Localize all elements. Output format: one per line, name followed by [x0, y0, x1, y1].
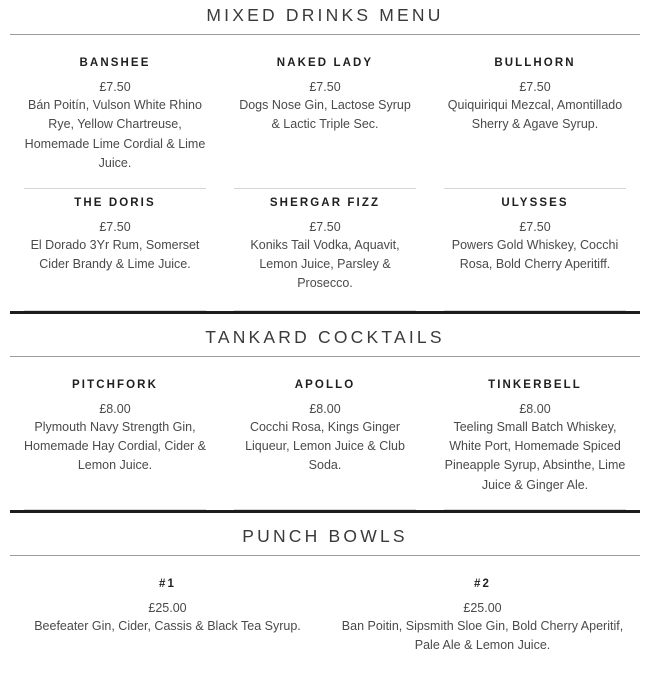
menu-item-tinkerbell: [444, 371, 626, 511]
menu-item-name: SHERGAR FIZZ: [269, 196, 381, 209]
menu-item-name: APOLLO: [294, 378, 356, 391]
menu-column: [10, 189, 220, 311]
menu-item-divider: [234, 310, 416, 311]
menu-item-description: Beefeater Gin, Cider, Cassis & Black Tea Syrup.: [34, 619, 301, 633]
menu-column: [10, 49, 220, 189]
menu-item-price: £8.00: [519, 401, 551, 416]
menu-row: [10, 189, 640, 311]
menu-item-name: BULLHORN: [494, 57, 576, 69]
menu-item-description: Koniks Tail Vodka, Aquavit, Lemon Juice, Parsley & Prosecco.: [250, 237, 400, 291]
section-title-underline: [10, 555, 640, 556]
menu-item-name: BANSHEE: [79, 57, 151, 69]
menu-item-name: #2: [474, 578, 491, 590]
section-title-punch-bowls: PUNCH BOWLS: [242, 526, 408, 546]
menu-item-shergar-fizz: [234, 189, 416, 311]
menu-column: [325, 570, 640, 670]
section-title-underline: [10, 356, 640, 357]
menu-item-body: [234, 189, 416, 296]
menu-item-description: Dogs Nose Gin, Lactose Syrup & Lactic Triple Sec.: [239, 98, 411, 132]
menu-item-description: Teeling Small Batch Whiskey, White Port, Homemade Spiced Pineapple Syrup, Absinthe, Lime Juice & Ginger Ale.: [444, 419, 626, 492]
menu-column: [220, 189, 430, 311]
menu-item-name: PITCHFORK: [72, 378, 158, 391]
menu-item-body: [234, 371, 416, 496]
menu-item-description: Cocchi Rosa, Kings Ginger Liqueur, Lemon Juice & Club Soda.: [245, 419, 405, 473]
menu-item-body: [234, 49, 416, 174]
menu-item-body: [339, 570, 626, 670]
menu-item-description: Plymouth Navy Strength Gin, Homemade Hay Cordial, Cider & Lemon Juice.: [24, 419, 207, 473]
menu-item-description: Bán Poitín, Vulson White Rhino Rye, Yellow Chartreuse, Homemade Lime Cordial & Lime Juice.: [24, 98, 206, 171]
menu-column: [10, 371, 220, 511]
menu-item-price: £8.00: [99, 401, 131, 416]
menu-item-body: [24, 49, 206, 174]
section-title-tankard-cocktails: TANKARD COCKTAILS: [205, 326, 445, 347]
menu-item-name: NAKED LADY: [276, 57, 374, 69]
menu-item-description: Powers Gold Whiskey, Cocchi Rosa, Bold Cherry Aperitiff.: [451, 237, 619, 271]
menu-item-divider: [24, 310, 206, 311]
menu-item-price: £8.00: [309, 401, 341, 416]
menu-column: [430, 371, 640, 511]
menu-item-description: Quiquiriqui Mezcal, Amontillado Sherry & Agave Syrup.: [447, 98, 623, 132]
menu-row: [10, 49, 640, 189]
menu-item-pitchfork: [24, 371, 206, 511]
menu-item-name: TINKERBELL: [488, 378, 582, 391]
menu-item-apollo: [234, 371, 416, 511]
menu-item-naked-lady: [234, 49, 416, 189]
menu-item-punch-1: [24, 570, 311, 670]
menu-item-body: [444, 49, 626, 174]
menu-item-body: [444, 371, 626, 496]
menu-item-divider: [24, 509, 206, 510]
menu-item-price: £7.50: [519, 80, 551, 94]
menu-item-price: £25.00: [463, 601, 502, 615]
section-punch-bowls: [10, 513, 640, 670]
menu-item-the-doris: [24, 189, 206, 311]
menu-item-body: [24, 570, 311, 670]
menu-item-divider: [444, 310, 626, 311]
menu-item-price: £25.00: [148, 601, 187, 615]
menu-column: [10, 570, 325, 670]
menu-item-price: £7.50: [309, 219, 341, 234]
menu-item-body: [24, 371, 206, 496]
menu-item-name: ULYSSES: [501, 196, 569, 209]
menu-item-body: [24, 189, 206, 296]
menu-item-body: [444, 189, 626, 296]
menu-item-price: £7.50: [99, 80, 131, 94]
menu-item-name: THE DORIS: [74, 196, 156, 209]
menu-row: [10, 570, 640, 670]
menu-row: [10, 371, 640, 511]
menu-item-price: £7.50: [309, 80, 341, 94]
menu-item-price: £7.50: [519, 219, 551, 234]
section-title-underline: [10, 34, 640, 35]
menu-column: [220, 49, 430, 189]
menu-item-punch-2: [339, 570, 626, 670]
menu-item-description: El Dorado 3Yr Rum, Somerset Cider Brandy & Lime Juice.: [30, 237, 200, 271]
menu-item-price: £7.50: [99, 219, 131, 234]
menu-item-ulysses: [444, 189, 626, 311]
menu-item-description: Ban Poitin, Sipsmith Sloe Gin, Bold Cherry Aperitif, Pale Ale & Lemon Juice.: [341, 619, 624, 653]
section-tankard-cocktails: [10, 314, 640, 511]
menu-item-divider: [234, 509, 416, 510]
section-title-mixed-drinks: MIXED DRINKS MENU: [206, 5, 444, 25]
menu-column: [220, 371, 430, 511]
menu-item-banshee: [24, 49, 206, 189]
menu-column: [430, 49, 640, 189]
menu-item-divider: [444, 509, 626, 510]
section-mixed-drinks: [10, 0, 640, 311]
menu-item-bullhorn: [444, 49, 626, 189]
menu-item-name: #1: [159, 578, 176, 590]
menu-column: [430, 189, 640, 311]
